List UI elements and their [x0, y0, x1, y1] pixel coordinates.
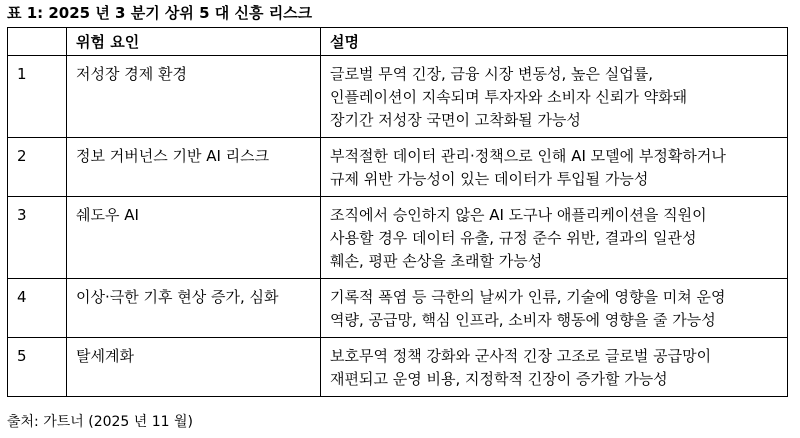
- table-row: [8, 338, 788, 397]
- header-row: [8, 28, 788, 56]
- row-number: 2: [8, 138, 67, 197]
- header-no: [8, 28, 67, 56]
- description-line: 재편되고 운영 비용, 지정학적 긴장이 증가할 가능성: [330, 370, 668, 388]
- risk-description: [321, 279, 788, 338]
- table-row: [8, 138, 788, 197]
- description-line: 보호무역 정책 강화와 군사적 긴장 고조로 글로벌 공급망이: [330, 347, 712, 365]
- source-note: 출처: 가트너 (2025 년 11 월): [7, 414, 194, 430]
- risk-factor: 탈세계화: [67, 338, 321, 397]
- table-title: 표 1: 2025 년 3 분기 상위 5 대 신흥 리스크: [7, 4, 313, 22]
- risk-factor: 정보 거버넌스 기반 AI 리스크: [67, 138, 321, 197]
- description-line: 사용할 경우 데이터 유출, 규정 준수 위반, 결과의 일관성: [330, 229, 697, 247]
- row-number: 3: [8, 197, 67, 279]
- risk-description: [321, 338, 788, 397]
- table-row: [8, 56, 788, 138]
- risk-factor: 이상·극한 기후 현상 증가, 심화: [67, 279, 321, 338]
- row-number: 1: [8, 56, 67, 138]
- description-line: 기록적 폭염 등 극한의 날씨가 인류, 기술에 영향을 미쳐 운영: [330, 288, 726, 306]
- header-description: 설명: [321, 28, 788, 56]
- table-row: [8, 279, 788, 338]
- header-factor: 위험 요인: [67, 28, 321, 56]
- risk-description: [321, 56, 788, 138]
- risk-factor: 저성장 경제 환경: [67, 56, 321, 138]
- row-number: 5: [8, 338, 67, 397]
- risk-table: [7, 27, 788, 397]
- description-line: 역량, 공급망, 핵심 인프라, 소비자 행동에 영향을 줄 가능성: [330, 311, 716, 329]
- description-line: 훼손, 평판 손상을 초래할 가능성: [330, 252, 543, 270]
- risk-factor: 쉐도우 AI: [67, 197, 321, 279]
- description-line: 인플레이션이 지속되며 투자자와 소비자 신뢰가 약화돼: [330, 88, 688, 106]
- description-line: 장기간 저성장 국면이 고착화될 가능성: [330, 111, 581, 129]
- description-line: 부적절한 데이터 관리·정책으로 인해 AI 모델에 부정확하거나: [330, 147, 726, 165]
- risk-description: [321, 138, 788, 197]
- risk-description: [321, 197, 788, 279]
- description-line: 글로벌 무역 긴장, 금융 시장 변동성, 높은 실업률,: [330, 65, 653, 83]
- description-line: 규제 위반 가능성이 있는 데이터가 투입될 가능성: [330, 170, 649, 188]
- table-row: [8, 197, 788, 279]
- description-line: 조직에서 승인하지 않은 AI 도구나 애플리케이션을 직원이: [330, 206, 707, 224]
- row-number: 4: [8, 279, 67, 338]
